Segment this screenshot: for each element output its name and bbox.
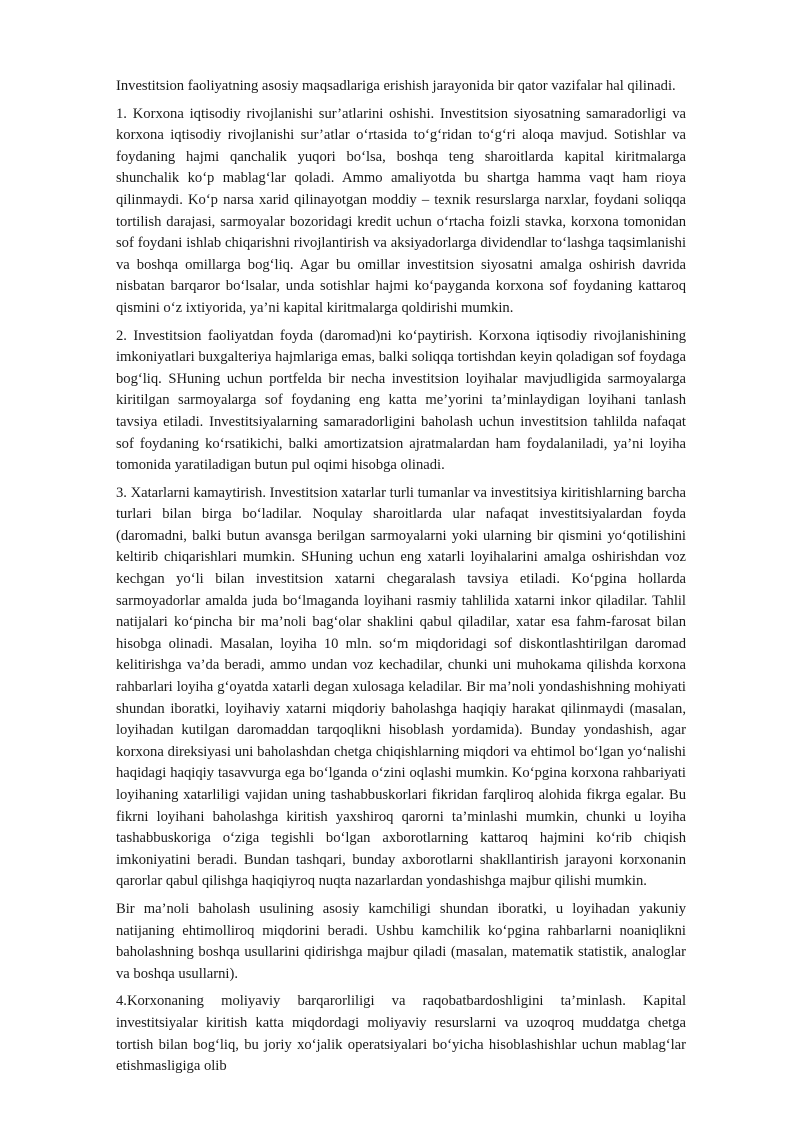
document-page [116, 76, 686, 1084]
paragraph-1: 1. Korxona iqtisodiy rivojlanishi sur’atlarini oshishi. Investitsion siyosatning samaradorligi va korxona iqtisodiy rivojlanishi sur’atlar o‘rtasida to‘g‘ridan to‘g‘ri aloqa mavjud. Sotishlar va foydaning hajmi qanchalik yuqori bo‘lsa, boshqa teng sharoitlarda kapital kiritmalarga shunchalik ko‘p mablag‘lar qoladi. Ammo amaliyotda bu shartga hamma vaqt ham rioya qilinmaydi. Ko‘p narsa xarid qilinayotgan moddiy – texnik resurslarga narxlar, foydani soliqqa tortilish darajasi, sarmoyalar bozoridagi kredit uchun o‘rtacha foizli stavka, korxona tomonidan sof foydani ishlab chiqarishni rivojlantirish va aksiyadorlarga dividendlar to‘lashga taqsimlanishi va boshqa omillarga bog‘liq. Agar bu omillar investitsion siyosatni amalga oshirish davrida nisbatan barqaror bo‘lsalar, unda sotishlar hajmi ko‘payganda korxona sof foydaning kattaroq qismini o‘z ixtiyorida, ya’ni kapital kiritmalarga qoldirishi mumkin. [116, 105, 686, 316]
paragraph-2: 2. Investitsion faoliyatdan foyda (daromad)ni ko‘paytirish. Korxona iqtisodiy rivojlanishining imkoniyatlari buxgalteriya hajmlariga emas, balki soliqqa tortishdan keyin qoladigan sof foydaga bog‘liq. SHuning uchun portfelda bir necha investitsion loyihalar mavjudligida sarmoyalarga kiritilgan sarmoyalarga sof foydaning eng katta me’yorini ta’minlaydigan loyihani tanlash tavsiya etiladi. Investitsiyalarning samaradorligini baholash uchun investitsion tahlilda nafaqat sof foydaning ko‘rsatikichi, balki amortizatsion ajratmalardan ham foydalaniladi, ya’ni loyiha tomonida yaratiladigan butun pul oqimi hisobga olinadi. [116, 327, 686, 474]
paragraph-5: 4.Korxonaning moliyaviy barqarorliligi va raqobatbardoshligini ta’minlash. Kapital investitsiyalar kiritish katta miqdordagi moliyaviy resurslarni va uzoqroq muddatga chetga tortish bilan bog‘liq, bu joriy xo‘jalik operatsiyalari bo‘yicha hisoblashishlar uchun mablag‘lar etishmasligiga olib [116, 993, 686, 1075]
paragraph-4: Bir ma’noli baholash usulining asosiy kamchiligi shundan iboratki, u loyihadan yakuniy natijaning ehtimolliroq miqdorini beradi. Ushbu kamchilik ko‘pgina rahbarlarni noaniqlikni baholashning boshqa usullarini qidirishga majbur qiladi (masalan, matematik statistik, analoglar va boshqa usullarni). [116, 900, 686, 982]
paragraph-3: 3. Xatarlarni kamaytirish. Investitsion xatarlar turli tumanlar va investitsiya kiritishlarning barcha turlari bilan birga bo‘ladilar. Noqulay sharoitlarda ular nafaqat investitsiyalardan foyda (daromadni, balki butun avansga berilgan sarmoyalarni yoki ularning bir qismini yo‘qotilishini keltirib chiqarishlari mumkin. SHuning uchun eng xatarli loyihalarini amalga oshirishdan voz kechgan yo‘li bilan investitsion xatarni chegaralash tavsiya etiladi. Ko‘pgina hollarda sarmoyadorlar amalda juda bo‘lmaganda loyihani rasmiy tahlilida xatarni inkor qiladilar. Tahlil natijalari ko‘pincha bir ma’noli bag‘olar shaklini qabul qiladilar, xatar esa fahm-farosat bilan hisobga olinadi. Masalan, loyiha 10 mln. so‘m miqdoridagi sof diskontlashtirilgan daromad kelitirishga va’da beradi, ammo undan voz kechadilar, chunki uni muhokama qilishda korxona rahbarlari loyiha g‘oyatda xatarli degan xulosaga keladilar. Bir ma’noli yondashishning mohiyati shundan iboratki, loyihaviy xatarni miqdoriy baholashga haqiqiy harakat qilinmaydi (masalan, loyihadan kutilgan daromaddan tarqoqlikni hisoblash yordamida). Bunday yondashish, agar korxona direksiyasi uni baholashdan chetga chiqishlarning miqdori va ehtimol bo‘lgan yo‘nalishi haqidagi haqiqiy tasavvurga ega bo‘lganda o‘zini oqlashi mumkin. Ko‘pgina korxona rahbariyati loyihaning xatarliligi vajidan uning tashabbuskorlari fikridan farqliroq alohida fikrga egalar. Bu fikrni loyihani baholashga kiritish yaxshiroq qarorni ta’minlashi mumkin, chunki u loyiha tashabbuskoriga o‘ziga tegishli bo‘lgan axborotlarning kattaroq hajmini ko‘rib chiqish imkoniyatini beradi. Bundan tashqari, bunday axborotlarni shakllantirish jarayoni korxonanin qarorlar qabul qilishga haqiqiyroq nuqta nazarlardan yondashishga majbur qilishi mumkin. [116, 484, 686, 890]
paragraph-intro: Investitsion faoliyatning asosiy maqsadlariga erishish jarayonida bir qator vazifalar hal qilinadi. [116, 78, 676, 94]
